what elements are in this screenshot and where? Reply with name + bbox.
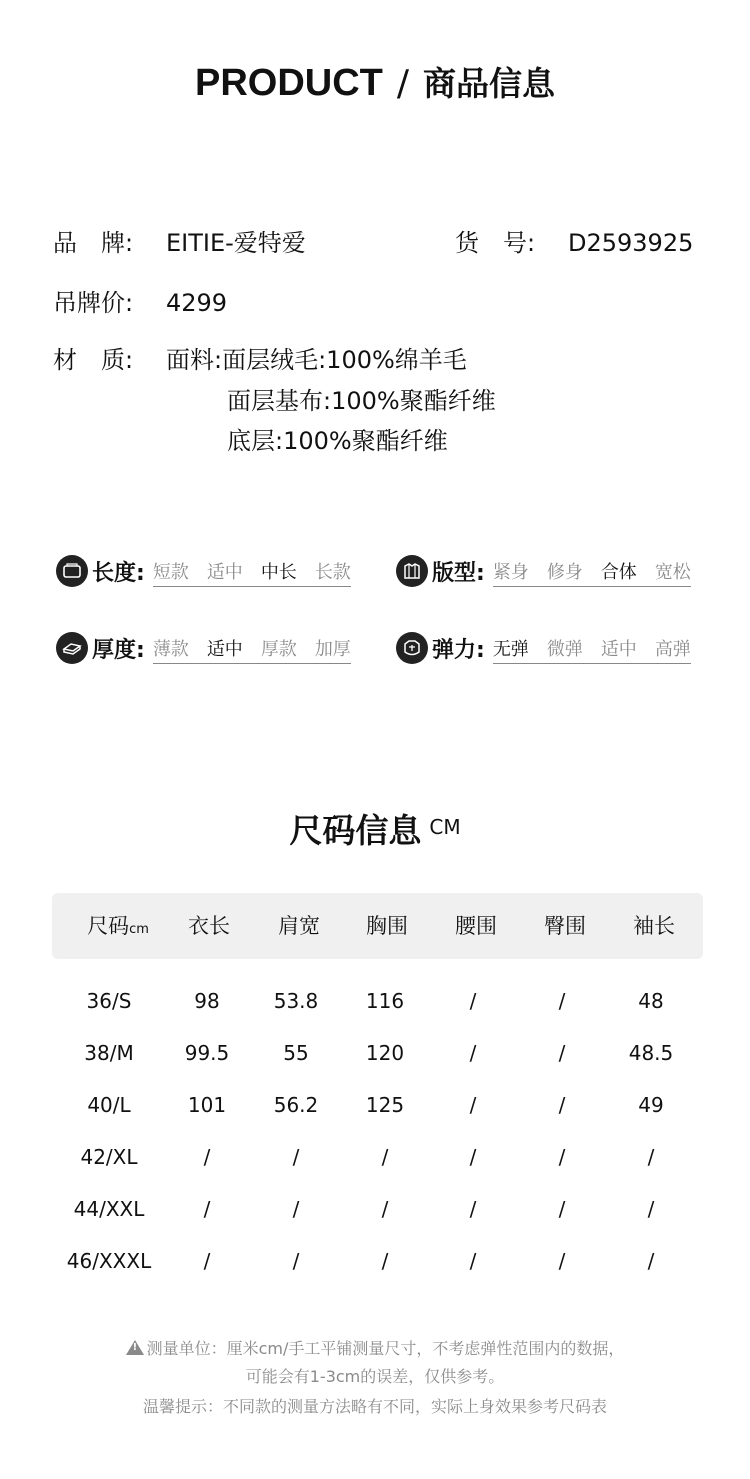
table-cell: 53.8 [273,989,319,1013]
header-hip: 臀围 [544,914,586,938]
table-cell: / [292,1249,300,1273]
table-cell: 49 [638,1093,664,1117]
attr-elasticity [396,628,691,668]
title-separator: / [396,63,410,104]
fit-option-tight: 紧身 [492,562,529,583]
attr-fit-options [493,558,691,584]
fit-icon [396,555,428,587]
price-value-wrap [166,288,227,318]
page-title [0,58,750,105]
table-cell: / [469,1145,477,1169]
elasticity-option-high: 高弹 [654,639,691,660]
table-row [0,1183,750,1235]
fit-option-slim: 修身 [546,562,583,583]
size-title-text: 尺码信息 [289,811,422,850]
table-cell: / [558,1041,566,1065]
table-row [0,1131,750,1183]
header-waist: 腰围 [455,914,497,938]
table-row [0,975,750,1027]
thickness-option-extra-thick: 加厚 [314,639,351,660]
header-chest: 胸围 [366,914,408,938]
thickness-option-medium: 适中 [206,639,243,660]
table-cell: 101 [187,1093,227,1117]
elasticity-option-medium: 适中 [600,639,637,660]
material-line-2: 面层基布:100%聚酯纤维 [227,387,496,415]
table-cell: 38/M [84,1041,134,1065]
table-row [0,1079,750,1131]
price-row [53,288,133,318]
table-cell: 125 [365,1093,405,1117]
attr-elasticity-name: 弹力: [432,637,485,663]
table-cell: 56.2 [273,1093,319,1117]
size-table-header [52,893,703,959]
sku-row [455,228,535,258]
fit-option-loose: 宽松 [654,562,691,583]
table-cell: 116 [365,989,405,1013]
fit-option-regular: 合体 [600,562,637,583]
table-cell: / [558,1145,566,1169]
table-cell: 48 [638,989,664,1013]
table-cell: / [647,1249,655,1273]
material-row [53,345,133,375]
brand-label: 品 牌: [53,229,134,257]
sku-value-wrap [568,228,693,258]
size-section-title [0,805,750,852]
table-cell: / [381,1249,389,1273]
header-length: 衣长 [188,914,230,938]
attr-thickness-options [153,635,351,661]
table-cell: 48.5 [628,1041,674,1065]
table-cell: / [381,1197,389,1221]
elasticity-option-none: 无弹 [492,639,529,660]
title-zh: 商品信息 [423,64,556,103]
header-size-label: 尺码 [87,914,130,938]
thickness-icon [56,632,88,664]
length-option-short: 短款 [152,562,189,583]
table-cell: / [381,1145,389,1169]
table-cell: / [203,1197,211,1221]
header-size [73,893,163,959]
table-cell: / [558,1249,566,1273]
header-size-unit: cm [129,922,149,937]
length-option-midlong: 中长 [260,562,297,583]
material-line-3: 底层:100%聚酯纤维 [227,427,448,455]
price-value: 4299 [166,289,228,317]
table-cell: 98 [194,989,220,1013]
table-cell: / [558,1197,566,1221]
length-option-long: 长款 [314,562,351,583]
sku-label: 货 号: [455,229,536,257]
price-label: 吊牌价: [53,289,134,317]
table-cell: 36/S [86,989,132,1013]
table-cell: / [558,989,566,1013]
title-en: PRODUCT [194,62,383,104]
attr-fit [396,551,691,591]
table-cell: / [292,1145,300,1169]
table-cell: / [558,1093,566,1117]
table-cell: / [469,1249,477,1273]
thickness-option-thick: 厚款 [260,639,297,660]
material-line-1: 面料:面层绒毛:100%绵羊毛 [166,346,467,374]
attr-length [56,551,351,591]
note-line-1 [0,1336,750,1359]
table-cell: 44/XXL [73,1197,145,1221]
elasticity-option-slight: 微弹 [546,639,583,660]
attr-length-name: 长度: [92,560,145,586]
length-option-medium: 适中 [206,562,243,583]
attr-fit-name: 版型: [432,560,485,586]
table-cell: / [647,1145,655,1169]
header-shoulder: 肩宽 [278,914,320,938]
table-cell: 55 [283,1041,309,1065]
table-cell: / [469,989,477,1013]
warning-icon: ! [126,1340,144,1355]
table-cell: / [203,1249,211,1273]
table-cell: 120 [365,1041,405,1065]
thickness-option-thin: 薄款 [152,639,189,660]
note-line-3: 温馨提示：不同款的测量方法略有不同，实际上身效果参考尺码表 [142,1397,607,1416]
note-line-2: 可能会有1-3cm的误差，仅供参考。 [245,1367,505,1386]
table-cell: / [469,1197,477,1221]
brand-row [53,228,133,258]
attr-elasticity-options [493,635,691,661]
table-cell: / [647,1197,655,1221]
header-sleeve: 袖长 [633,914,675,938]
table-cell: 40/L [87,1093,131,1117]
note-text-1: 测量单位：厘米cm/手工平铺测量尺寸，不考虑弹性范围内的数据， [146,1339,625,1358]
table-row [0,1235,750,1287]
attr-length-options [153,558,351,584]
sku-value: D2593925 [568,229,694,257]
brand-value-wrap [166,228,306,258]
table-cell: / [203,1145,211,1169]
table-cell: / [469,1041,477,1065]
table-cell: / [292,1197,300,1221]
material-label: 材 质: [53,346,134,374]
attr-thickness-name: 厚度: [92,637,145,663]
attr-thickness [56,628,351,668]
brand-value: EITIE-爱特爱 [166,229,306,257]
elasticity-icon [396,632,428,664]
table-row [0,1027,750,1079]
size-title-unit: CM [429,815,461,839]
length-icon [56,555,88,587]
table-cell: 42/XL [80,1145,138,1169]
table-cell: / [469,1093,477,1117]
table-cell: 99.5 [184,1041,230,1065]
table-cell: 46/XXXL [66,1249,152,1273]
